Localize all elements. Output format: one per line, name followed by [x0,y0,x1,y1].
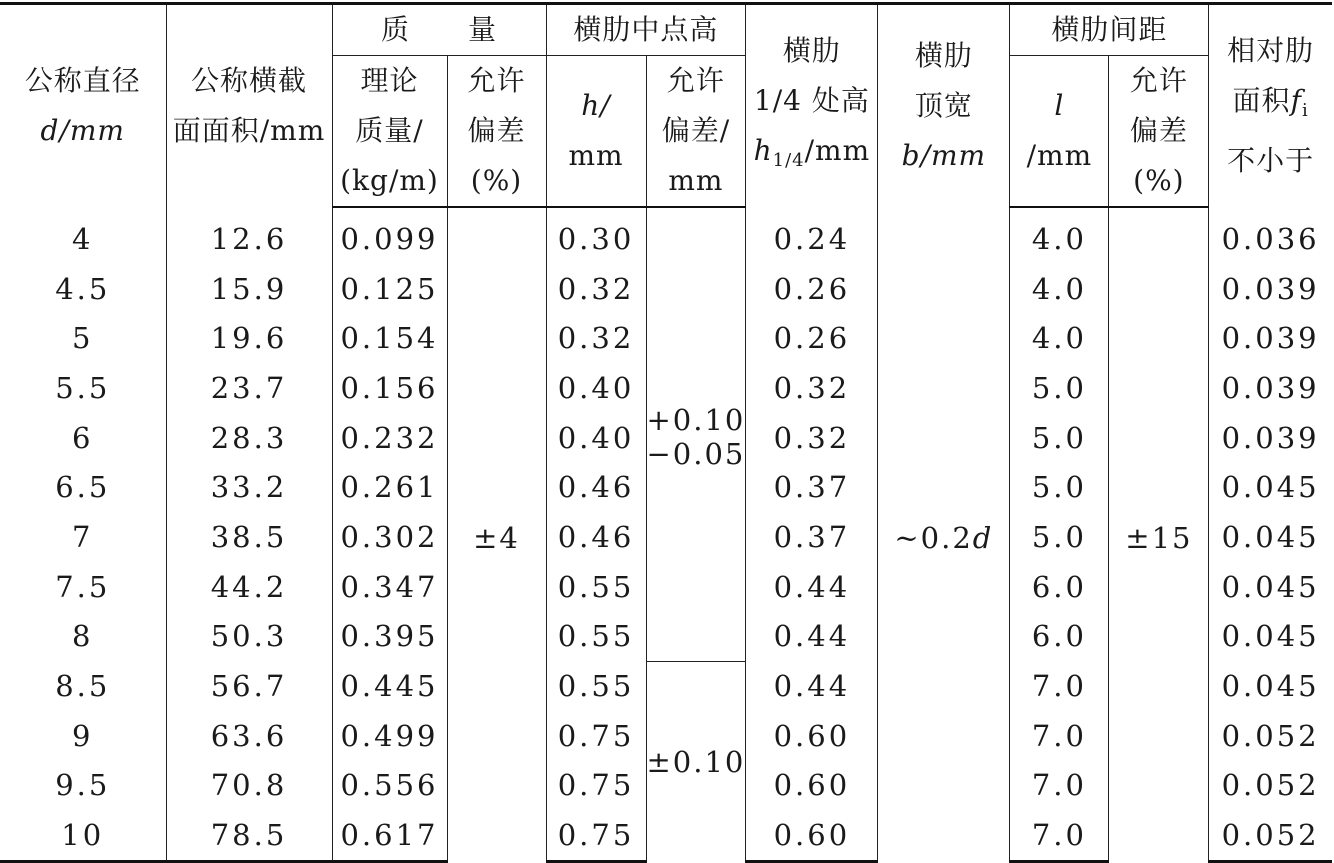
cell-diameter: 5.5 [55,370,111,405]
cell-rib-quarter: 0.26 [746,313,878,363]
cell-spacing-l: 6.0 [1010,612,1109,662]
header-rib-h-tolerance [646,56,746,208]
cell-spacing-l: 7.0 [1010,711,1109,761]
cell-rib-h: 0.32 [546,264,646,314]
cell-rib-h-tolerance-b: ±0.10 [646,661,746,861]
cell-theoretical-mass: 0.232 [332,413,447,463]
cell-relative-area: 0.036 [1209,214,1332,264]
cell-rib-h: 0.75 [546,761,646,811]
header-rib-h-tolerance-line3: mm [668,164,724,197]
header-relative-area-line3: 不小于 [1227,144,1315,177]
header-mass-group: 质 量 [332,4,546,56]
cell-rib-quarter: 0.32 [746,363,878,413]
header-relative-area-line2: 面积$f_i$ [1232,84,1309,121]
cell-rib-h-tolerance-a [646,214,746,661]
cell-relative-area: 0.052 [1209,761,1332,811]
cell-area: 19.6 [166,313,332,363]
header-mass-tolerance-line1: 允许 [467,64,526,97]
header-spacing-l [1010,56,1109,208]
cell-rib-h: 0.55 [546,562,646,612]
cell-area: 78.5 [166,810,332,861]
header-rib-quarter-line3: $h_{1/4}/mm$ [753,134,871,171]
cell-theoretical-mass: 0.617 [332,810,447,861]
cell-theoretical-mass: 0.395 [332,612,447,662]
cell-area: 28.3 [166,413,332,463]
header-mass-tolerance-line2: 偏差 [467,114,526,147]
cell-spacing-l: 4.0 [1010,264,1109,314]
cell-relative-area: 0.045 [1209,661,1332,711]
header-rib-quarter [746,4,878,208]
cell-theoretical-mass: 0.556 [332,761,447,811]
header-diameter-line2: d/mm [40,114,125,147]
cell-area: 15.9 [166,264,332,314]
cell-diameter: 5 [72,321,94,356]
cell-theoretical-mass: 0.154 [332,313,447,363]
header-mass-tolerance [447,56,546,208]
table-body [0,207,1332,861]
cell-diameter: 4 [72,221,94,256]
header-theoretical-mass [332,56,447,208]
header-rib-top-width-line2: 顶宽 [914,89,973,122]
cell-spacing-l: 4.0 [1010,313,1109,363]
cell-rib-quarter: 0.37 [746,512,878,562]
cell-rib-quarter: 0.37 [746,462,878,512]
header-spacing-l-line1: l [1054,89,1065,122]
cell-area: 38.5 [166,512,332,562]
cell-rib-quarter: 0.24 [746,214,878,264]
header-spacing-tolerance-line2: 偏差 [1129,114,1188,147]
cell-spacing-l: 5.0 [1010,363,1109,413]
cell-theoretical-mass: 0.261 [332,462,447,512]
header-spacing-tolerance [1109,56,1209,208]
cell-spacing-tolerance: ±15 [1109,214,1209,861]
cell-area: 56.7 [166,661,332,711]
cell-area: 12.6 [166,214,332,264]
header-rib-top-width-line3: b/mm [901,139,987,172]
header-rib-h-line1: h/ [581,89,611,122]
cell-relative-area: 0.039 [1209,413,1332,463]
cell-rib-h: 0.30 [546,214,646,264]
header-rib-spacing-group: 横肋间距 [1010,4,1209,56]
cell-rib-quarter: 0.44 [746,661,878,711]
header-rib-h [546,56,646,208]
table-row [0,214,1332,264]
cell-theoretical-mass: 0.302 [332,512,447,562]
cell-mass-tolerance: ±4 [447,214,546,861]
cell-area: 63.6 [166,711,332,761]
cell-rib-quarter: 0.44 [746,562,878,612]
cell-rib-h: 0.75 [546,711,646,761]
cell-rib-h: 0.32 [546,313,646,363]
cell-area: 33.2 [166,462,332,512]
cell-diameter: 6 [72,420,94,455]
cell-area: 44.2 [166,562,332,612]
rebar-specification-table [0,2,1332,863]
header-rib-h-tolerance-line1: 允许 [666,64,725,97]
cell-relative-area: 0.045 [1209,462,1332,512]
cell-relative-area: 0.039 [1209,313,1332,363]
header-diameter-line1: 公称直径 [24,64,141,97]
cell-diameter: 4.5 [55,271,111,306]
header-rib-mid-group: 横肋中点高 [546,4,746,56]
cell-diameter: 9.5 [55,768,111,803]
header-rib-h-tolerance-line2: 偏差/ [661,114,731,147]
cell-rib-h: 0.46 [546,512,646,562]
cell-diameter: 9 [72,718,94,753]
cell-area: 70.8 [166,761,332,811]
cell-rib-top-width [878,214,1010,861]
header-area-line2: 面面积/mm [172,114,326,147]
cell-diameter: 7 [72,519,94,554]
header-theoretical-mass-line2: 质量/ [355,114,424,147]
header-rib-h-line2: mm [568,139,624,172]
cell-spacing-l: 5.0 [1010,462,1109,512]
header-spacing-tolerance-line3: (%) [1133,164,1185,197]
cell-spacing-l: 7.0 [1010,810,1109,861]
header-theoretical-mass-line3: (kg/m) [340,164,439,197]
cell-spacing-l: 7.0 [1010,661,1109,711]
cell-theoretical-mass: 0.445 [332,661,447,711]
cell-relative-area: 0.045 [1209,612,1332,662]
cell-relative-area: 0.052 [1209,711,1332,761]
cell-spacing-l: 6.0 [1010,562,1109,612]
cell-rib-h: 0.75 [546,810,646,861]
cell-diameter: 8 [72,619,94,654]
cell-rib-h: 0.46 [546,462,646,512]
cell-diameter: 7.5 [55,569,111,604]
cell-diameter: 8.5 [55,669,111,704]
cell-relative-area: 0.039 [1209,363,1332,413]
cell-theoretical-mass: 0.347 [332,562,447,612]
header-spacing-l-line2: /mm [1026,139,1093,172]
cell-rib-h: 0.55 [546,661,646,711]
cell-relative-area: 0.045 [1209,512,1332,562]
header-area [166,4,332,208]
cell-rib-h: 0.40 [546,413,646,463]
cell-spacing-l: 7.0 [1010,761,1109,811]
cell-spacing-l: 5.0 [1010,512,1109,562]
rib-top-width-value: ~0.2d [894,520,994,555]
header-relative-area [1209,4,1332,208]
cell-area: 50.3 [166,612,332,662]
cell-theoretical-mass: 0.125 [332,264,447,314]
cell-theoretical-mass: 0.156 [332,363,447,413]
cell-diameter: 10 [0,810,166,861]
header-rib-quarter-line2: 1/4 处高 [753,84,870,117]
cell-rib-h: 0.55 [546,612,646,662]
cell-rib-quarter: 0.60 [746,761,878,811]
cell-relative-area: 0.039 [1209,264,1332,314]
cell-spacing-l: 5.0 [1010,413,1109,463]
cell-rib-quarter: 0.60 [746,711,878,761]
rib-tolerance-a-line1: +0.10 [646,403,746,438]
cell-area: 23.7 [166,363,332,413]
cell-rib-quarter: 0.44 [746,612,878,662]
cell-rib-quarter: 0.32 [746,413,878,463]
header-theoretical-mass-line1: 理论 [360,64,419,97]
header-mass-tolerance-line3: (%) [470,164,523,197]
cell-relative-area: 0.052 [1209,810,1332,861]
rib-tolerance-a-line2: −0.05 [646,437,746,472]
header-rib-quarter-line1: 横肋 [782,34,841,67]
header-spacing-tolerance-line1: 允许 [1129,64,1188,97]
cell-diameter: 6.5 [55,470,111,505]
header-area-line1: 公称横截 [190,64,307,97]
cell-rib-h: 0.40 [546,363,646,413]
header-relative-area-line1: 相对肋 [1227,34,1315,67]
cell-rib-quarter: 0.60 [746,810,878,861]
cell-relative-area: 0.045 [1209,562,1332,612]
cell-rib-quarter: 0.26 [746,264,878,314]
cell-spacing-l: 4.0 [1010,214,1109,264]
cell-theoretical-mass: 0.499 [332,711,447,761]
header-diameter [0,4,166,208]
header-rib-top-width [878,4,1010,208]
header-rib-top-width-line1: 横肋 [914,39,973,72]
cell-theoretical-mass: 0.099 [332,214,447,264]
